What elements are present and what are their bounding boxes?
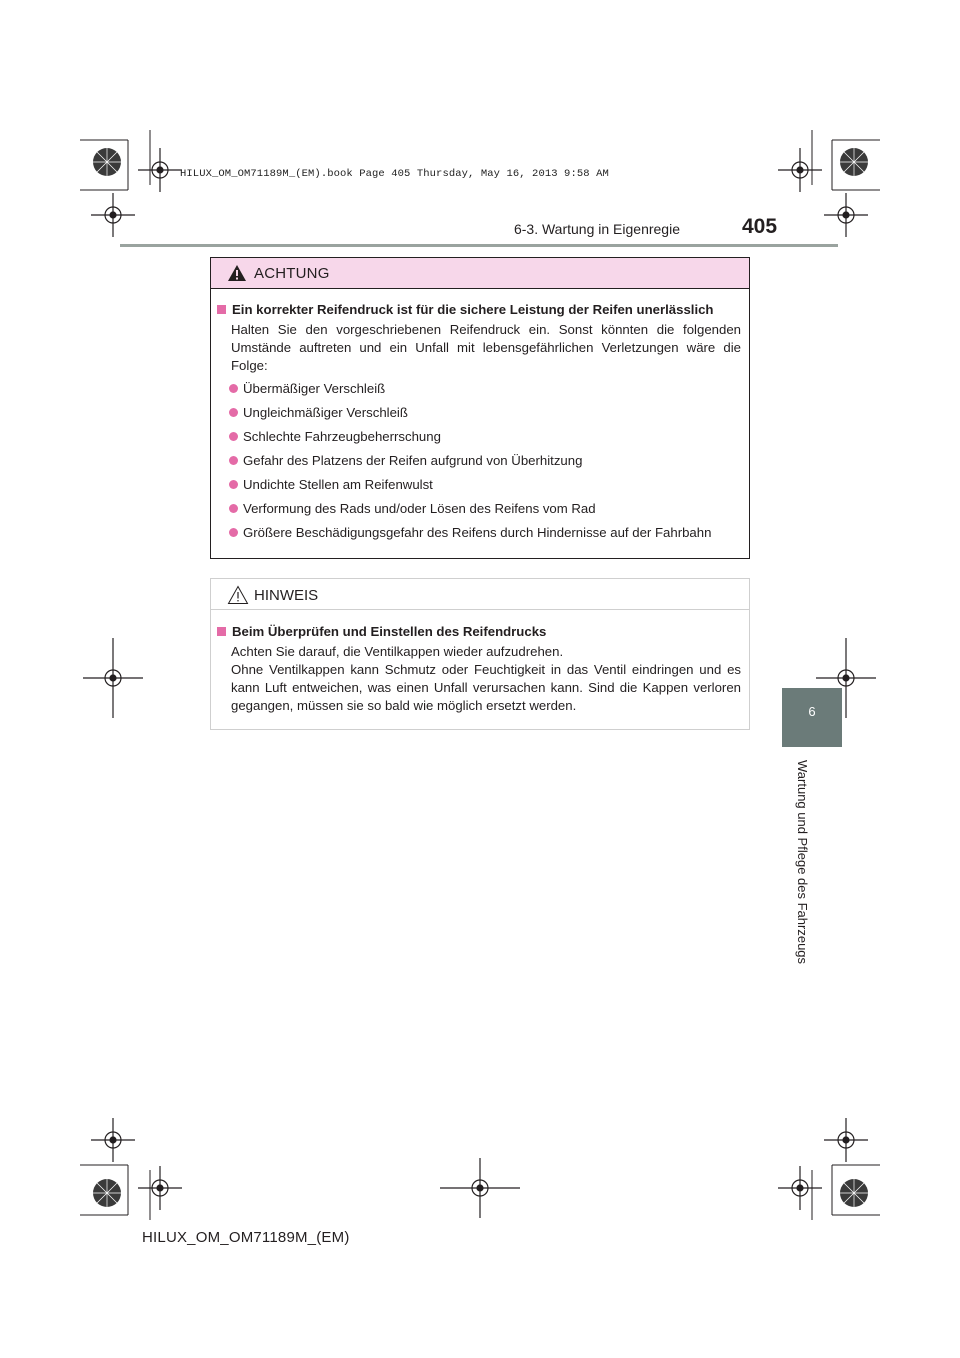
- manual-code: HILUX_OM_OM71189M_(EM): [142, 1229, 350, 1246]
- list-item: [229, 477, 433, 492]
- list-item-text: Undichte Stellen am Reifenwulst: [243, 477, 433, 492]
- list-item-text: Ungleichmäßiger Verschleiß: [243, 405, 408, 420]
- notice-line1: Achten Sie darauf, die Ventilkappen wieder aufzudrehen.: [231, 644, 564, 659]
- chapter-number: 6: [808, 704, 816, 719]
- warning-header: [211, 258, 749, 289]
- notice-heading-text: Beim Überprüfen und Einstellen des Reifendrucks: [232, 624, 547, 639]
- chapter-title-vertical: [790, 760, 814, 965]
- chapter-title: Wartung und Pflege des Fahrzeugs: [795, 760, 810, 965]
- bullet-dot-icon: [229, 432, 238, 441]
- bullet-dot-icon: [229, 456, 238, 465]
- warning-paragraph: Halten Sie den vorgeschriebenen Reifendruck ein. Sonst könnten die folgenden Umstände auftreten und ein Unfall mit lebensgefährlichen Verletzungen wäre die Folge:: [231, 322, 741, 373]
- bullet-dot-icon: [229, 408, 238, 417]
- warning-heading: [217, 302, 714, 317]
- notice-label: HINWEIS: [254, 587, 319, 604]
- notice-paragraph: Ohne Ventilkappen kann Schmutz oder Feuchtigkeit in das Ventil eindringen und es kann Luft entweichen, was einen Unfall verursachen kann. Sind die Kappen verloren gegangen, müssen sie so bald wie möglich ersetzt werden.: [231, 662, 741, 713]
- notice-heading: [217, 624, 546, 639]
- square-bullet-icon: [217, 305, 226, 314]
- warning-heading-text: Ein korrekter Reifendruck ist für die sichere Leistung der Reifen unerlässlich: [232, 302, 714, 317]
- list-item-text: Übermäßiger Verschleiß: [243, 381, 386, 396]
- caution-triangle-icon: [227, 585, 249, 605]
- list-item: [229, 501, 596, 516]
- bullet-dot-icon: [229, 384, 238, 393]
- warning-label: ACHTUNG: [254, 265, 330, 282]
- list-item: [229, 525, 711, 540]
- list-item-text: Gefahr des Platzens der Reifen aufgrund von Überhitzung: [243, 453, 583, 468]
- bullet-dot-icon: [229, 480, 238, 489]
- list-item-text: Größere Beschädigungsgefahr des Reifens durch Hindernisse auf der Fahrbahn: [243, 525, 712, 540]
- list-item-text: Verformung des Rads und/oder Lösen des Reifens vom Rad: [243, 501, 596, 516]
- notice-header: [211, 579, 749, 610]
- bullet-dot-icon: [229, 528, 238, 537]
- warning-box: [210, 257, 750, 559]
- book-stamp: HILUX_OM_OM71189M_(EM).book Page 405 Thursday, May 16, 2013 9:58 AM: [180, 168, 609, 180]
- list-item: [229, 453, 582, 468]
- notice-box: [210, 578, 750, 730]
- page-number: 405: [742, 215, 778, 238]
- section-title: 6-3. Wartung in Eigenregie: [513, 221, 680, 237]
- warning-triangle-icon: [227, 264, 247, 282]
- list-item: [229, 429, 441, 444]
- list-item-text: Schlechte Fahrzeugbeherrschung: [243, 429, 441, 444]
- header-rule: [120, 244, 838, 247]
- square-bullet-icon: [217, 627, 226, 636]
- list-item: [229, 381, 385, 396]
- list-item: [229, 405, 408, 420]
- bullet-dot-icon: [229, 504, 238, 513]
